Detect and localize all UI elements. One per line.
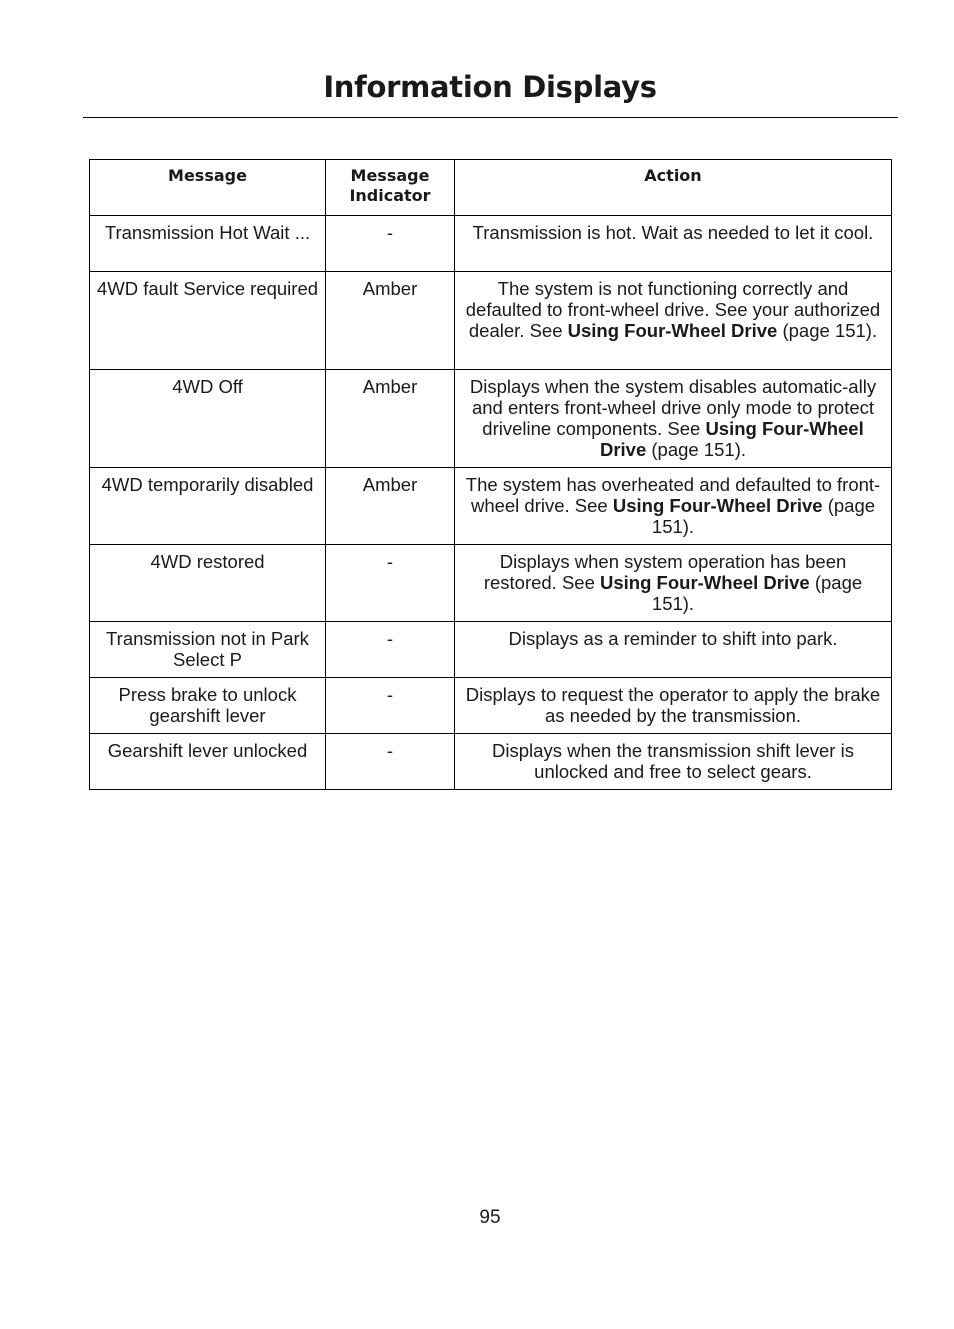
action-text: Displays when the transmission shift lever is unlocked and free to select gears.	[492, 740, 854, 782]
action-reference: Using Four-Wheel Drive	[600, 572, 810, 593]
table-row	[90, 216, 892, 272]
action-cell	[455, 678, 892, 734]
action-cell	[455, 216, 892, 272]
table-header-row	[90, 160, 892, 216]
action-page-ref: (page 151).	[651, 495, 876, 537]
action-page-ref: (page 151).	[646, 439, 747, 460]
table-row	[90, 272, 892, 370]
table-row	[90, 734, 892, 790]
action-text: Displays to request the operator to apply the brake as needed by the transmission.	[465, 684, 881, 726]
message-cell: Transmission not in Park Select P	[90, 622, 326, 678]
action-cell	[455, 370, 892, 468]
column-header-indicator: Message Indicator	[326, 160, 455, 216]
action-text: The system is not functioning correctly and defaulted to front-wheel drive. See your authorized dealer. See	[465, 278, 881, 341]
action-cell	[455, 468, 892, 545]
action-cell	[455, 545, 892, 622]
column-header-message: Message	[90, 160, 326, 216]
message-cell: 4WD fault Service required	[90, 272, 326, 370]
action-cell	[455, 622, 892, 678]
action-reference: Using Four-Wheel Drive	[612, 495, 823, 516]
message-cell: Transmission Hot Wait ...	[90, 216, 326, 272]
action-reference: Using Four-Wheel Drive	[567, 320, 778, 341]
message-cell: Gearshift lever unlocked	[90, 734, 326, 790]
action-text: Transmission is hot. Wait as needed to let it cool.	[472, 222, 874, 243]
indicator-cell: -	[326, 545, 455, 622]
table-row	[90, 468, 892, 545]
column-header-action: Action	[455, 160, 892, 216]
action-reference: Using Four-Wheel Drive	[599, 418, 864, 460]
message-table	[89, 159, 892, 790]
action-cell	[455, 272, 892, 370]
indicator-cell: Amber	[326, 468, 455, 545]
message-cell: 4WD restored	[90, 545, 326, 622]
message-cell: 4WD Off	[90, 370, 326, 468]
table-row	[90, 370, 892, 468]
indicator-cell: -	[326, 734, 455, 790]
action-text: Displays when the system disables automatic-ally and enters front-wheel drive only mode to protect driveline components. See	[469, 376, 877, 439]
action-cell	[455, 734, 892, 790]
indicator-cell: Amber	[326, 272, 455, 370]
action-text: The system has overheated and defaulted to front-wheel drive. See	[465, 474, 881, 516]
table-row	[90, 678, 892, 734]
table-row	[90, 622, 892, 678]
page-title: Information Displays	[323, 70, 657, 104]
action-page-ref: (page 151).	[777, 320, 878, 341]
indicator-cell: Amber	[326, 370, 455, 468]
indicator-cell: -	[326, 678, 455, 734]
action-page-ref: (page 151).	[651, 572, 863, 614]
action-text: Displays as a reminder to shift into park.	[508, 628, 838, 649]
title-divider	[83, 117, 898, 118]
indicator-cell: -	[326, 216, 455, 272]
indicator-cell: -	[326, 622, 455, 678]
message-cell: Press brake to unlock gearshift lever	[90, 678, 326, 734]
page-number: 95	[479, 1207, 501, 1228]
message-cell: 4WD temporarily disabled	[90, 468, 326, 545]
action-text: Displays when system operation has been restored. See	[483, 551, 847, 593]
table-row	[90, 545, 892, 622]
